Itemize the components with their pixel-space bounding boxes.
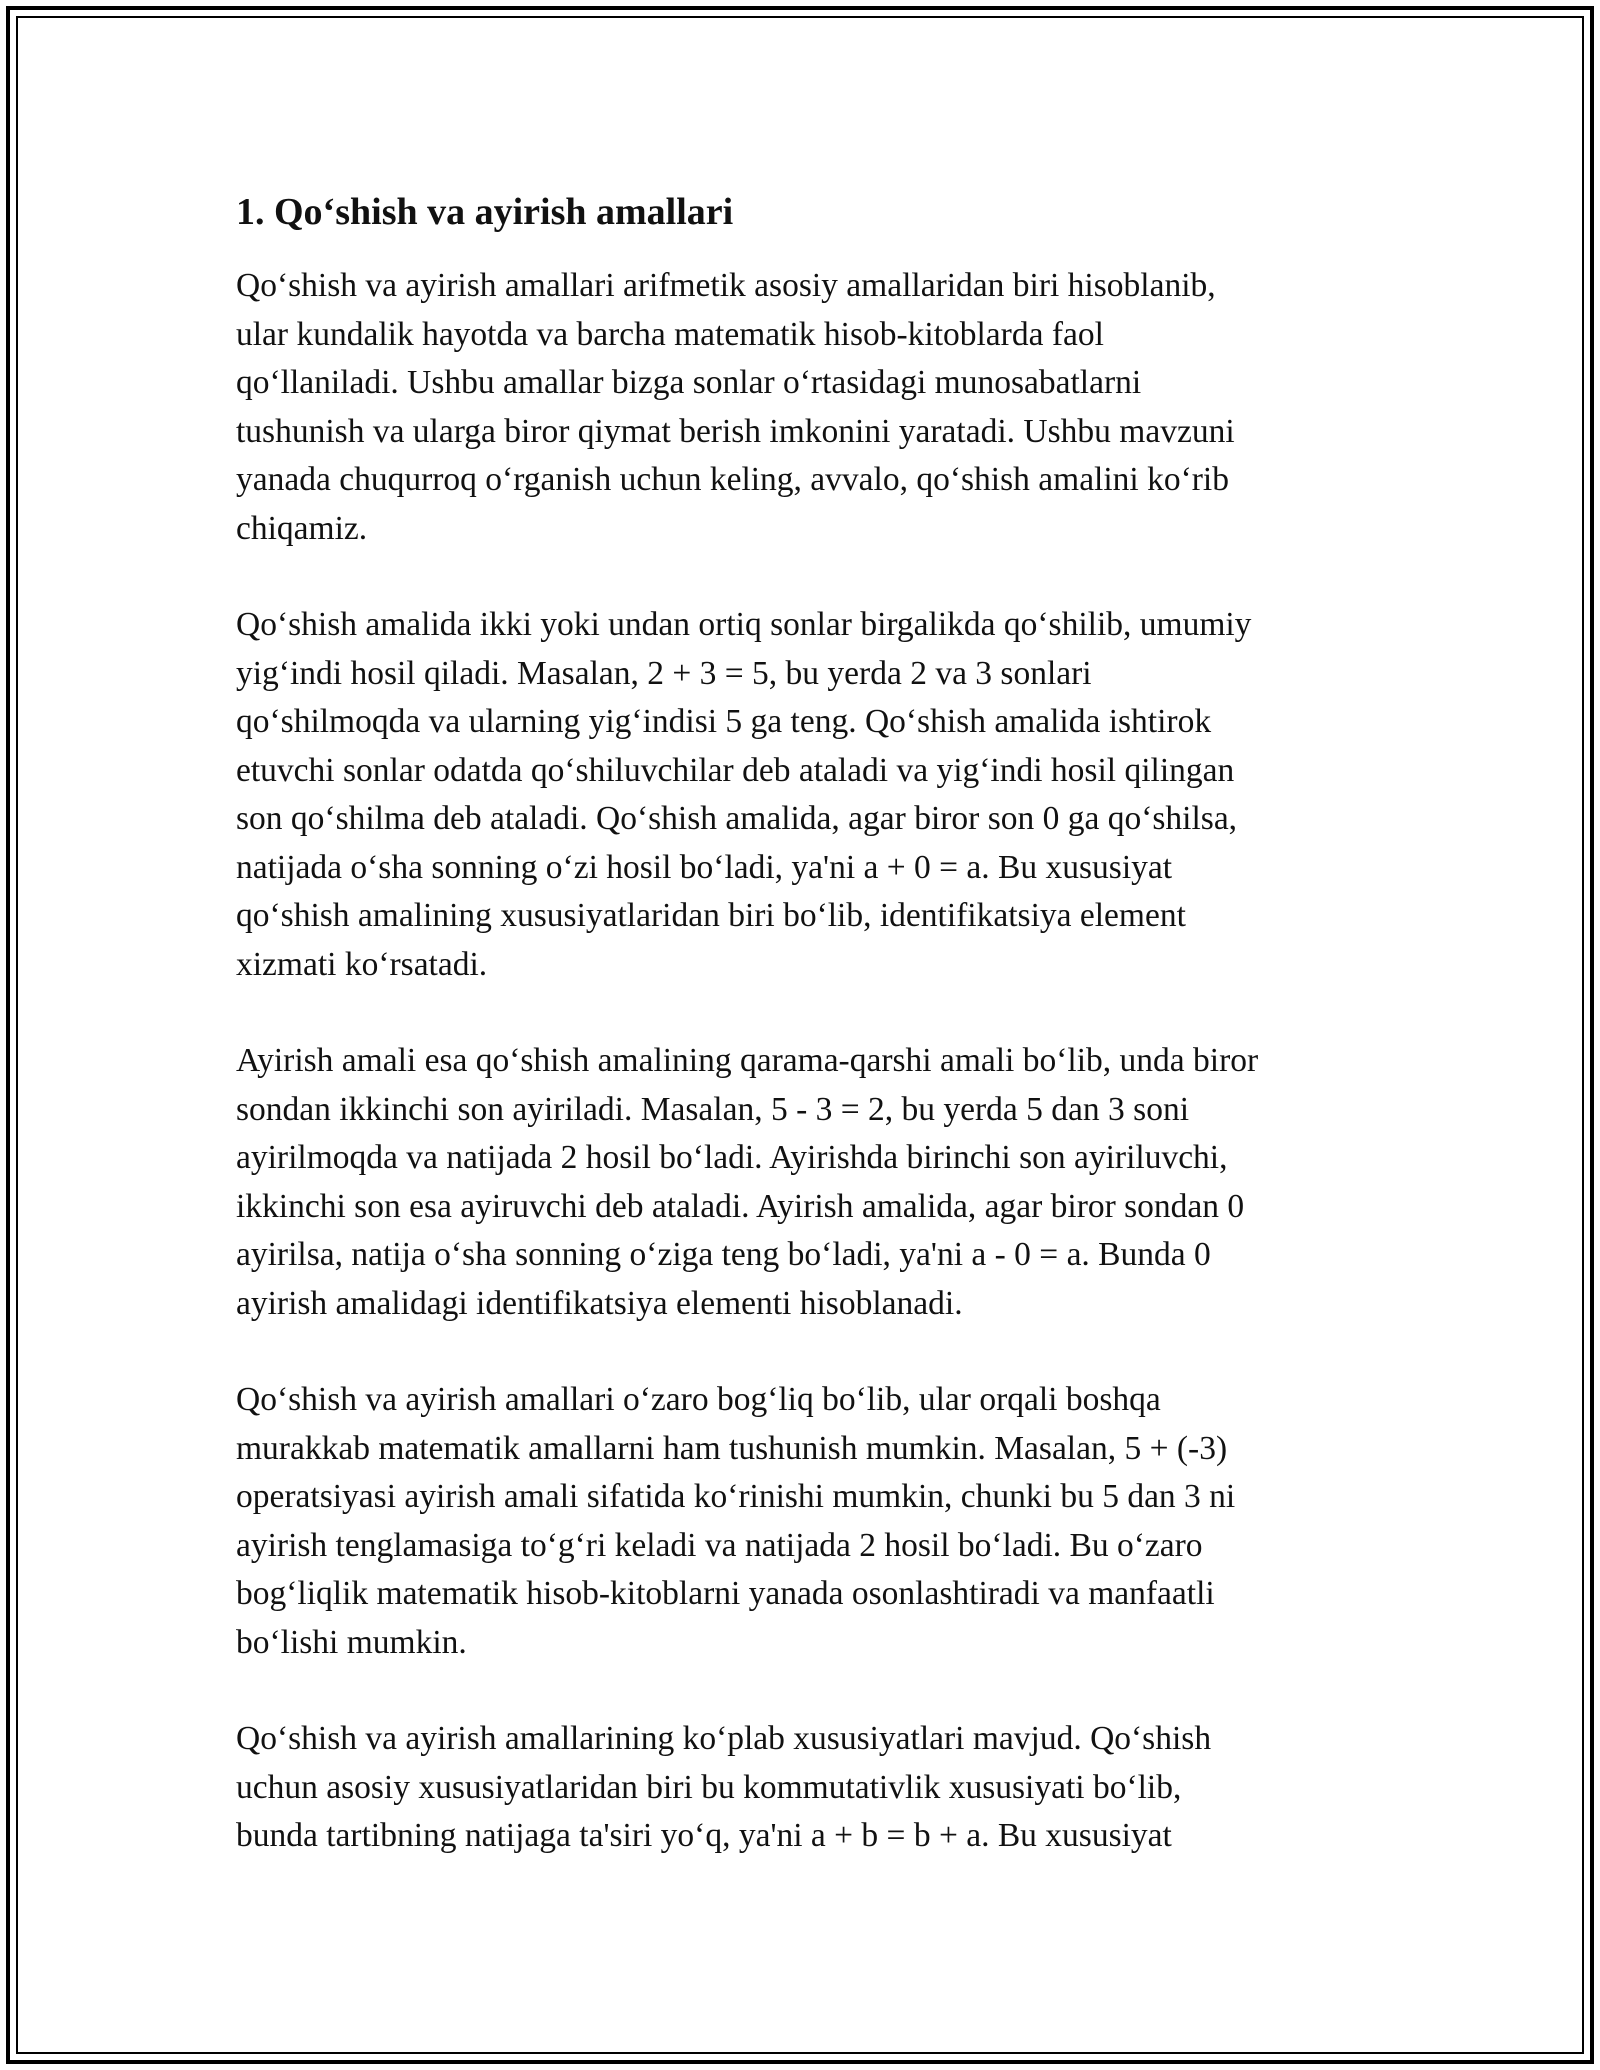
document-body bbox=[236, 188, 1376, 1909]
paragraph-properties: Qo‘shish va ayirish amallarining ko‘plab xususiyatlari mavjud. Qo‘shish uchun asosiy xususiyatlaridan biri bu kommutativlik xususiyati bo‘lib, bunda tartibning natijaga ta'siri yo‘q, ya'ni a + b = b + a. Bu xususiyat bbox=[236, 1720, 1212, 1854]
paragraph-subtraction: Ayirish amali esa qo‘shish amalining qarama-qarshi amali bo‘lib, unda biror sondan ikkinchi son ayiriladi. Masalan, 5 - 3 = 2, bu yerda 5 dan 3 soni ayirilmoqda va natijada 2 hosil bo‘ladi. Ayirishda birinchi son ayiriluvchi, ikkinchi son esa ayiruvchi deb ataladi. Ayirish amalida, agar biror sondan 0 ayirilsa, natija o‘sha sonning o‘ziga teng bo‘ladi, ya'ni a - 0 = a. Bunda 0 ayirish amalidagi identifikatsiya elementi hisoblanadi. bbox=[236, 1042, 1259, 1322]
section-title: 1. Qo‘shish va ayirish amallari bbox=[236, 191, 734, 233]
paragraph-intro: Qo‘shish va ayirish amallari arifmetik asosiy amallaridan biri hisoblanib, ular kundalik hayotda va barcha matematik hisob-kitoblarda faol qo‘llaniladi. Ushbu amallar bizga sonlar o‘rtasidagi munosabatlarni tushunish va ularga biror qiymat berish imkonini yaratadi. Ushbu mavzuni yanada chuqurroq o‘rganish uchun keling, avvalo, qo‘shish amalini ko‘rib chiqamiz. bbox=[236, 267, 1235, 547]
paragraph-relationship: Qo‘shish va ayirish amallari o‘zaro bog‘liq bo‘lib, ular orqali boshqa murakkab matematik amallarni ham tushunish mumkin. Masalan, 5 + (-3) operatsiyasi ayirish amali sifatida ko‘rinishi mumkin, chunki bu 5 dan 3 ni ayirish tenglamasiga to‘g‘ri keladi va natijada 2 hosil bo‘ladi. Bu o‘zaro bog‘liqlik matematik hisob-kitoblarni yanada osonlashtiradi va manfaatli bo‘lishi mumkin. bbox=[236, 1381, 1236, 1661]
paragraph-addition: Qo‘shish amalida ikki yoki undan ortiq sonlar birgalikda qo‘shilib, umumiy yig‘indi hosil qiladi. Masalan, 2 + 3 = 5, bu yerda 2 va 3 sonlari qo‘shilmoqda va ularning yig‘indisi 5 ga teng. Qo‘shish amalida ishtirok etuvchi sonlar odatda qo‘shiluvchilar deb ataladi va yig‘indi hosil qilingan son qo‘shilma deb ataladi. Qo‘shish amalida, agar biror son 0 ga qo‘shilsa, natijada o‘sha sonning o‘zi hosil bo‘ladi, ya'ni a + 0 = a. Bu xususiyat qo‘shish amalining xususiyatlaridan biri bo‘lib, identifikatsiya element xizmati ko‘rsatadi. bbox=[236, 606, 1252, 983]
